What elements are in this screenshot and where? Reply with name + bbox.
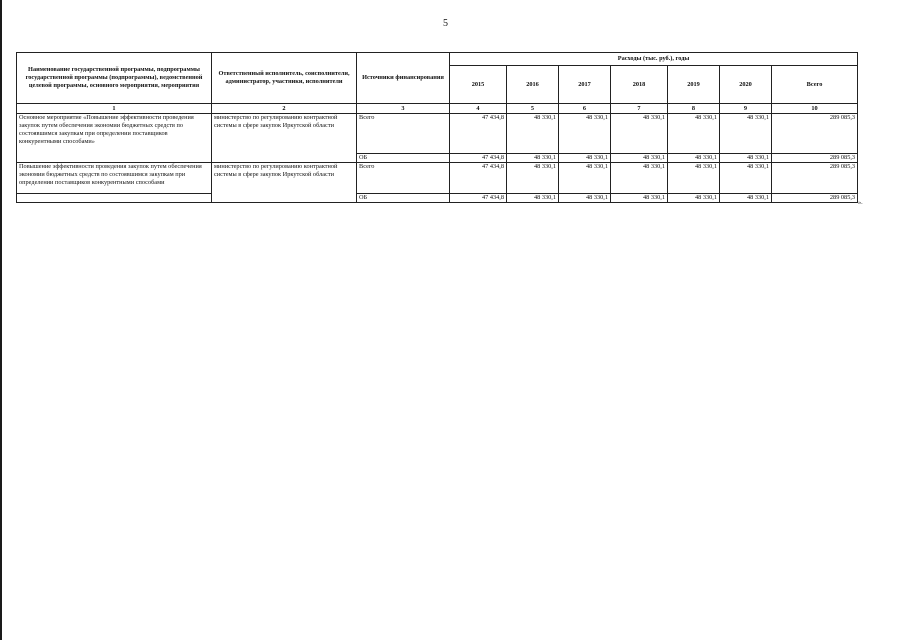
value-cell-total: 289 085,3: [772, 114, 858, 154]
value-cell-total: 289 085,3: [772, 163, 858, 194]
year-header-2016: 2016: [507, 66, 559, 104]
value-cell-2019: 48 330,1: [668, 114, 720, 154]
value-cell-2016: 48 330,1: [507, 163, 559, 194]
executor-column-header: Ответственный исполнитель, соисполнители, администратор, участники, исполнители: [212, 53, 357, 104]
value-cell-2017: 48 330,1: [559, 163, 611, 194]
value-cell-2015: 47 434,8: [450, 154, 507, 163]
source-cell: Всего: [357, 114, 450, 154]
column-number: 1: [17, 104, 212, 114]
value-cell-total: 289 085,3: [772, 194, 858, 203]
value-cell-2018: 48 330,1: [611, 154, 668, 163]
column-number: 7: [611, 104, 668, 114]
value-cell-2018: 48 330,1: [611, 163, 668, 194]
activity-name-cell: Основное мероприятие «Повышение эффективности проведения закупок путем обеспечения экономии бюджетных средств по состоявшимся закупкам при определении поставщиков конкурентными способами»: [17, 114, 212, 163]
name-column-header: Наименование государственной программы, подпрограммы государственной программы (подпрограммы), ведомственной целевой программы, основного мероприятия, мероприятия: [17, 53, 212, 104]
budget-table: [16, 52, 858, 203]
expenses-group-header: Расходы (тыс. руб.), годы: [450, 53, 858, 66]
table-row: [17, 163, 858, 194]
value-cell-2017: 48 330,1: [559, 154, 611, 163]
value-cell-total: 289 085,3: [772, 154, 858, 163]
source-cell: ОБ: [357, 194, 450, 203]
value-cell-2020: 48 330,1: [720, 154, 772, 163]
total-header: Всего: [772, 66, 858, 104]
header-row: [17, 53, 858, 66]
value-cell-2016: 48 330,1: [507, 154, 559, 163]
year-header-2017: 2017: [559, 66, 611, 104]
year-header-2018: 2018: [611, 66, 668, 104]
page-number: 5: [443, 18, 448, 29]
value-cell-2019: 48 330,1: [668, 154, 720, 163]
value-cell-2015: 47 434,8: [450, 163, 507, 194]
column-number: 6: [559, 104, 611, 114]
closing-quote-mark: ».: [858, 199, 863, 206]
value-cell-2015: 47 434,8: [450, 114, 507, 154]
activity-name-cell-continuation: [17, 194, 212, 203]
scan-edge-line: [0, 0, 2, 640]
table-row: [17, 114, 858, 154]
value-cell-2018: 48 330,1: [611, 114, 668, 154]
column-number-row: [17, 104, 858, 114]
value-cell-2017: 48 330,1: [559, 114, 611, 154]
activity-name-cell: Повышение эффективности проведения закупок путем обеспечения экономии бюджетных средств по состоявшимся закупкам при определении поставщиков конкурентными способами: [17, 163, 212, 194]
column-number: 2: [212, 104, 357, 114]
column-number: 8: [668, 104, 720, 114]
value-cell-2019: 48 330,1: [668, 194, 720, 203]
column-number: 3: [357, 104, 450, 114]
column-number: 9: [720, 104, 772, 114]
column-number: 4: [450, 104, 507, 114]
year-header-2020: 2020: [720, 66, 772, 104]
value-cell-2016: 48 330,1: [507, 114, 559, 154]
value-cell-2020: 48 330,1: [720, 194, 772, 203]
source-cell: Всего: [357, 163, 450, 194]
executor-cell: министерство по регулированию контрактной системы в сфере закупок Иркутской области: [212, 114, 357, 163]
value-cell-2020: 48 330,1: [720, 114, 772, 154]
value-cell-2017: 48 330,1: [559, 194, 611, 203]
year-header-2015: 2015: [450, 66, 507, 104]
executor-cell: министерство по регулированию контрактной системы в сфере закупок Иркутской области: [212, 163, 357, 203]
source-cell: ОБ: [357, 154, 450, 163]
column-number: 5: [507, 104, 559, 114]
year-header-2019: 2019: [668, 66, 720, 104]
value-cell-2019: 48 330,1: [668, 163, 720, 194]
table-row: [17, 194, 858, 203]
source-column-header: Источники финансирования: [357, 53, 450, 104]
value-cell-2018: 48 330,1: [611, 194, 668, 203]
value-cell-2020: 48 330,1: [720, 163, 772, 194]
value-cell-2016: 48 330,1: [507, 194, 559, 203]
column-number: 10: [772, 104, 858, 114]
value-cell-2015: 47 434,8: [450, 194, 507, 203]
